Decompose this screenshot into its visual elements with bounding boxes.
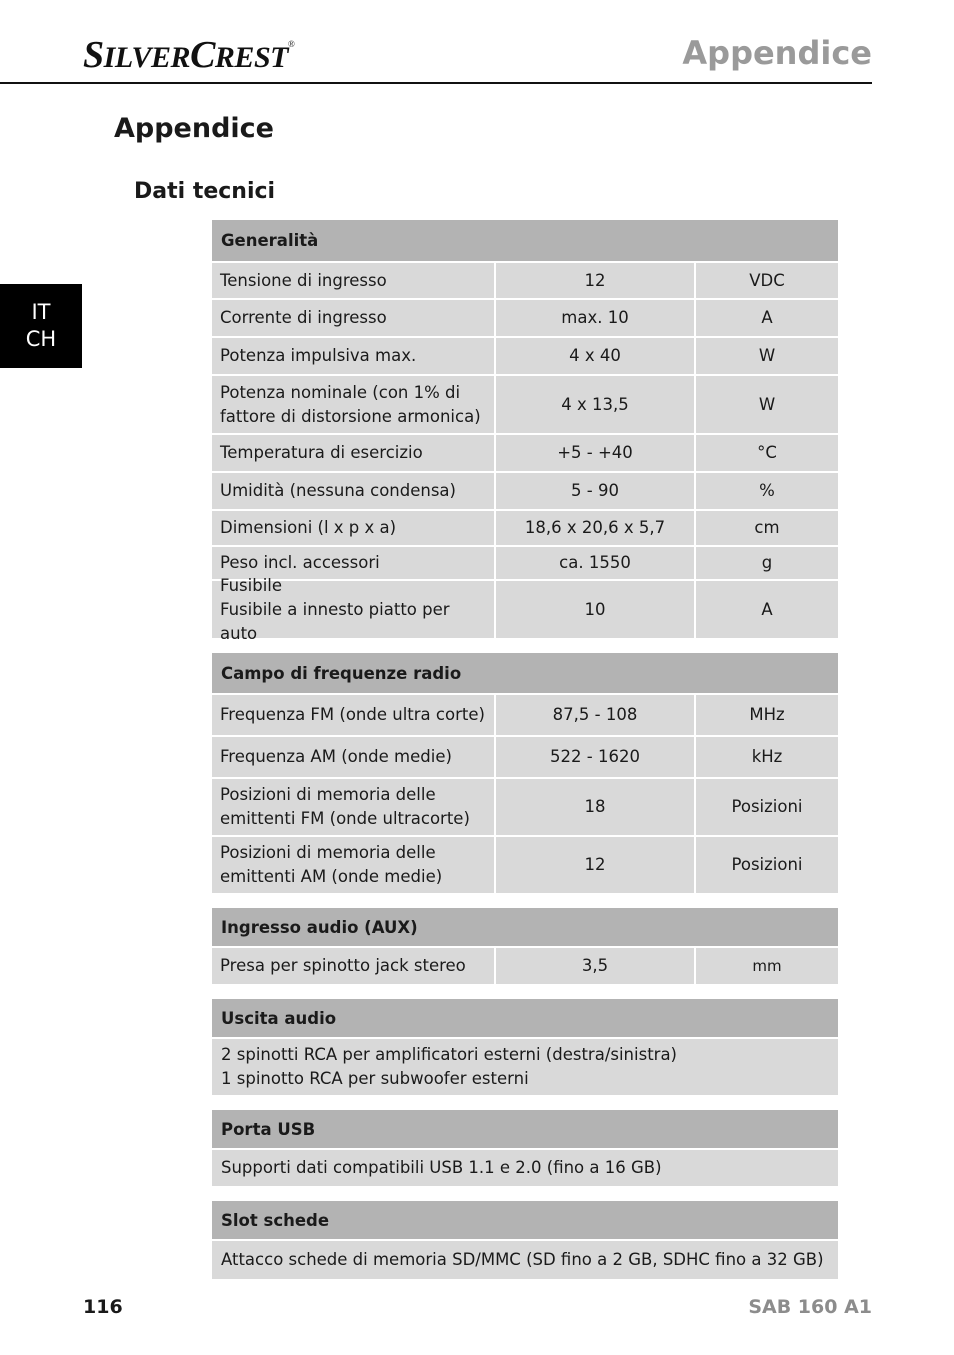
spec-label-line: Fusibile a innesto piatto per auto [220, 599, 450, 643]
spec-label [212, 376, 494, 433]
table-row [212, 837, 838, 895]
spec-block-audio-out [212, 999, 838, 1097]
spec-text-line: 1 spinotto RCA per subwoofer esterni [221, 1069, 529, 1088]
spec-unit: W [696, 338, 838, 374]
table-row [212, 779, 838, 837]
table-row [212, 547, 838, 581]
spec-value: 12 [496, 263, 694, 298]
spec-value: 522 - 1620 [496, 737, 694, 777]
spec-unit: W [696, 376, 838, 433]
spec-value: 87,5 - 108 [496, 695, 694, 735]
spec-unit: Posizioni [696, 837, 838, 893]
spec-unit: °C [696, 435, 838, 471]
table-row [212, 473, 838, 511]
spec-unit: kHz [696, 737, 838, 777]
table-row [212, 575, 838, 643]
spec-label: Presa per spinotto jack stereo [212, 948, 494, 984]
spec-label: Dimensioni (l x p x a) [212, 511, 494, 545]
spec-unit: MHz [696, 695, 838, 735]
block-header: Generalità [212, 220, 838, 263]
spec-value: 5 - 90 [496, 473, 694, 509]
spec-tables [212, 220, 838, 1294]
spec-value: 10 [496, 581, 694, 638]
spec-block-radio [212, 653, 838, 895]
language-code: IT [31, 300, 51, 324]
section-title: Dati tecnici [134, 179, 276, 204]
table-row [212, 1150, 838, 1188]
spec-value: 4 x 40 [496, 338, 694, 374]
header-title: Appendice [682, 34, 872, 72]
spec-label-line: emittenti FM (onde ultracorte) [220, 809, 470, 828]
spec-text-line: 2 spinotti RCA per amplificatori esterni (destra/sinistra) [221, 1045, 677, 1064]
spec-text: Attacco schede di memoria SD/MMC (SD fino a 2 GB, SDHC fino a 32 GB) [212, 1241, 838, 1279]
brand-logo [83, 33, 294, 77]
table-row [212, 511, 838, 547]
spec-value: 18 [496, 779, 694, 835]
spec-value: 18,6 x 20,6 x 5,7 [496, 511, 694, 545]
spec-text [212, 1039, 838, 1095]
spec-value: +5 - +40 [496, 435, 694, 471]
spec-value: max. 10 [496, 300, 694, 336]
spec-unit: g [696, 547, 838, 579]
spec-unit: A [696, 300, 838, 336]
spec-block-usb [212, 1110, 838, 1188]
language-tab [0, 284, 82, 368]
table-row [212, 948, 838, 986]
block-header: Porta USB [212, 1110, 838, 1150]
spec-label: Frequenza FM (onde ultra corte) [212, 695, 494, 735]
spec-label-line: fattore di distorsione armonica) [220, 406, 481, 426]
table-row [212, 338, 838, 376]
model-number: SAB 160 A1 [748, 1296, 872, 1318]
spec-block-card [212, 1201, 838, 1281]
header-divider [0, 82, 872, 84]
spec-label [212, 837, 494, 893]
table-row [212, 300, 838, 338]
spec-label: Potenza impulsiva max. [212, 338, 494, 374]
spec-text: Supporti dati compatibili USB 1.1 e 2.0 (fino a 16 GB) [212, 1150, 838, 1186]
spec-value: ca. 1550 [496, 547, 694, 579]
spec-value: 3,5 [496, 948, 694, 984]
brand-letter: S [83, 34, 104, 76]
country-code: CH [25, 327, 57, 351]
registered-mark: ® [287, 39, 295, 49]
table-row [212, 737, 838, 779]
spec-unit: A [696, 581, 838, 638]
spec-block-general [212, 220, 838, 643]
table-row [212, 263, 838, 300]
spec-label-line: Potenza nominale (con 1% di [220, 382, 461, 402]
brand-text: ILVER [103, 41, 191, 74]
spec-unit: mm [696, 948, 838, 984]
brand-text: REST [214, 41, 288, 74]
spec-label: Tensione di ingresso [212, 263, 494, 298]
spec-label: Peso incl. accessori [212, 547, 494, 579]
spec-label-line: Posizioni di memoria delle [220, 785, 436, 804]
block-header: Slot schede [212, 1201, 838, 1241]
spec-label-line: Posizioni di memoria delle [220, 843, 436, 862]
block-header: Uscita audio [212, 999, 838, 1039]
spec-label: Frequenza AM (onde medie) [212, 737, 494, 777]
spec-block-aux [212, 908, 838, 986]
spec-unit: cm [696, 511, 838, 545]
table-row [212, 376, 838, 435]
table-row [212, 695, 838, 737]
table-row [212, 435, 838, 473]
spec-value: 12 [496, 837, 694, 893]
spec-label [212, 779, 494, 835]
brand-letter: C [190, 34, 215, 76]
table-row [212, 1039, 838, 1097]
spec-label: Umidità (nessuna condensa) [212, 473, 494, 509]
spec-label: Corrente di ingresso [212, 300, 494, 336]
spec-value: 4 x 13,5 [496, 376, 694, 433]
page-number: 116 [83, 1296, 123, 1318]
spec-label: Temperatura di esercizio [212, 435, 494, 471]
spec-unit: VDC [696, 263, 838, 298]
block-header: Campo di frequenze radio [212, 653, 838, 695]
spec-label [212, 575, 494, 643]
table-row [212, 1241, 838, 1281]
block-header: Ingresso audio (AUX) [212, 908, 838, 948]
spec-unit: Posizioni [696, 779, 838, 835]
spec-label-line: emittenti AM (onde medie) [220, 867, 443, 886]
spec-label-line: Fusibile [220, 575, 283, 595]
spec-unit: % [696, 473, 838, 509]
page-title: Appendice [114, 113, 274, 144]
